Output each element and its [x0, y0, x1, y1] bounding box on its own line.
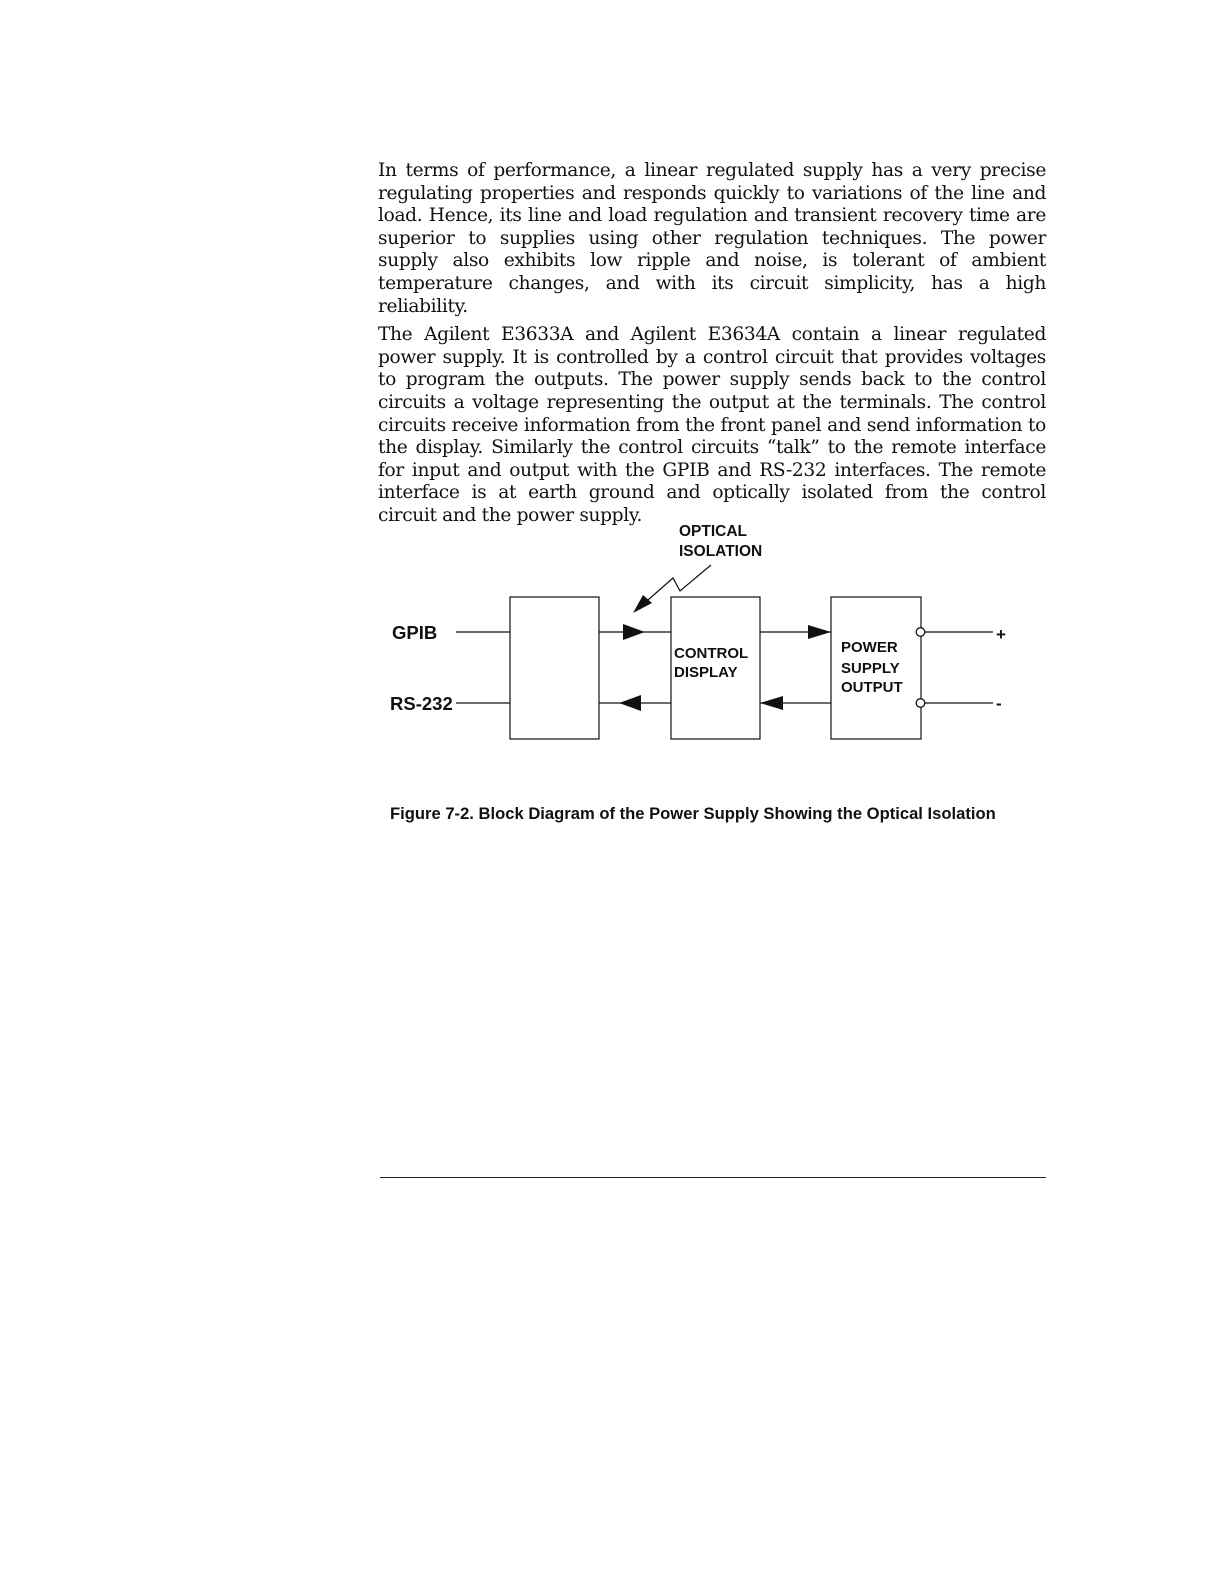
optical-isolation-label-line2: ISOLATION — [679, 543, 763, 560]
gpib-label: GPIB — [392, 622, 438, 643]
figure-caption: Figure 7-2. Block Diagram of the Power Supply Showing the Optical Isolation — [390, 804, 996, 823]
paragraph-agilent-description: The Agilent E3633A and Agilent E3634A contain a linear regulated power supply. It is controlled by a control circuit that provides voltages to program the outputs. The power supply sends back to the control circuits a voltage representing the output at the terminals. The control circuits receive information from the front panel and send information to the display. Similarly the control circuits “talk” to the remote interface for input and output with the GPIB and RS-232 interfaces. The remote interface is at earth ground and optically isolated from the control circuit and the power supply. — [378, 324, 1046, 526]
control-block-label-line2: DISPLAY — [674, 664, 738, 681]
optical-isolation-pointer — [648, 565, 711, 600]
optical-isolation-arrowhead — [633, 595, 652, 613]
rs232-label: RS-232 — [390, 693, 453, 714]
interface-block — [510, 597, 599, 739]
control-display-block — [671, 597, 760, 739]
body-text — [378, 160, 1046, 534]
power-block-label-line3: OUTPUT — [841, 679, 903, 696]
power-block-label-line1: POWER — [841, 639, 898, 656]
power-block-label-line2: SUPPLY — [841, 660, 900, 677]
arrowhead-right-interface-control — [623, 624, 645, 640]
minus-terminal-label: - — [996, 694, 1002, 713]
plus-terminal-icon — [916, 628, 925, 637]
arrowhead-right-control-power — [808, 625, 831, 639]
control-block-label-line1: CONTROL — [674, 645, 749, 662]
paragraph-performance: In terms of performance, a linear regulated supply has a very precise regulating properties and responds quickly to variations of the line and load. Hence, its line and load regulation and transient recovery time are superior to supplies using other regulation techniques. The power supply also exhibits low ripple and noise, is tolerant of ambient temperature changes, and with its circuit simplicity, has a high reliability. — [378, 160, 1046, 317]
arrowhead-left-control-interface — [619, 695, 641, 711]
power-supply-block — [831, 597, 921, 739]
footer-divider — [380, 1177, 1046, 1178]
minus-terminal-icon — [916, 699, 925, 708]
plus-terminal-label: + — [996, 625, 1006, 644]
arrowhead-left-power-control — [760, 696, 783, 710]
optical-isolation-label-line1: OPTICAL — [679, 523, 748, 540]
